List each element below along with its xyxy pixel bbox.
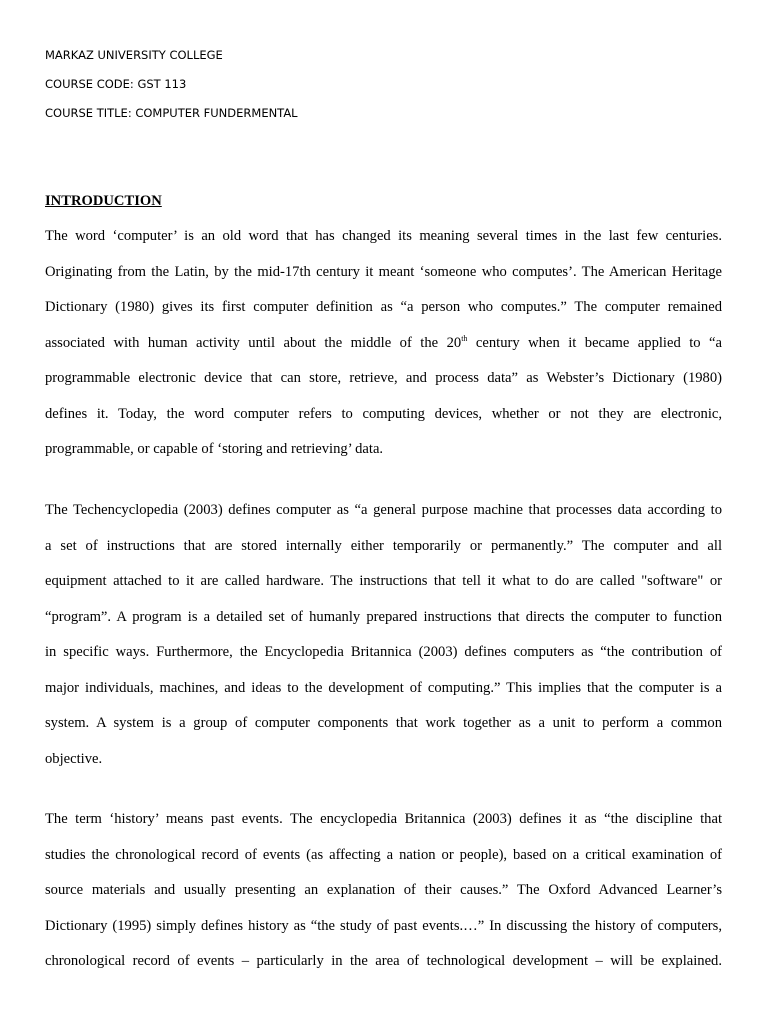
paragraph-line: equipment attached to it are called hardware. The instructions that tell it what to do are called "software" or <box>45 573 722 589</box>
paragraph-line: The word ‘computer’ is an old word that has changed its meaning several times in the last few centuries. <box>45 228 722 244</box>
paragraph-line: defines it. Today, the word computer refers to computing devices, whether or not they are electronic, <box>45 405 722 422</box>
paragraph-line: programmable electronic device that can store, retrieve, and process data” as Webster’s Dictionary (1980) <box>45 370 722 386</box>
course-title: COURSE TITLE: COMPUTER FUNDERMENTAL <box>45 106 298 120</box>
paragraph-line: Dictionary (1980) gives its first computer definition as “a person who computes.” The computer remained <box>45 299 722 315</box>
paragraph-line: programmable, or capable of ‘storing and retrieving’ data. <box>45 441 384 457</box>
paragraph-line: Dictionary (1995) simply defines history as “the study of past events.…” In discussing the history of computers, <box>45 917 722 934</box>
paragraph-line: system. A system is a group of computer components that work together as a unit to perform a common <box>45 715 722 731</box>
paragraph-1 <box>45 226 722 475</box>
paragraph-line: The Techencyclopedia (2003) defines computer as “a general purpose machine that processes data according to <box>45 502 722 518</box>
course-code: COURSE CODE: GST 113 <box>45 77 187 91</box>
ordinal-superscript: th <box>461 333 468 343</box>
paragraph-line: source materials and usually presenting an explanation of their causes.” The Oxford Advanced Learner’s <box>45 882 722 898</box>
paragraph-3 <box>45 809 722 987</box>
line-segment: associated with human activity until about the middle of the 20 <box>45 334 462 351</box>
institution-name: MARKAZ UNIVERSITY COLLEGE <box>45 48 223 62</box>
paragraph-line: “program”. A program is a detailed set of humanly prepared instructions that directs the computer to function <box>45 608 722 625</box>
paragraph-line: a set of instructions that are stored internally either temporarily or permanently.” The computer and all <box>45 537 722 554</box>
paragraph-2 <box>45 500 722 784</box>
paragraph-line: chronological record of events – particularly in the area of technological development – will be explained. <box>45 953 722 969</box>
line-segment: century when it became applied to “a <box>467 334 723 351</box>
section-heading: INTRODUCTION <box>45 193 162 209</box>
paragraph-line: Originating from the Latin, by the mid-17th century it meant ‘someone who computes’. The American Heritage <box>45 263 722 280</box>
paragraph-line: studies the chronological record of events (as affecting a nation or people), based on a critical examination of <box>45 846 722 863</box>
paragraph-line: objective. <box>45 750 103 767</box>
paragraph-line: The term ‘history’ means past events. The encyclopedia Britannica (2003) defines it as “the discipline that <box>45 811 722 827</box>
paragraph-line-with-superscript <box>45 333 722 369</box>
paragraph-line: major individuals, machines, and ideas to the development of computing.” This implies that the computer is a <box>45 679 722 696</box>
paragraph-line: in specific ways. Furthermore, the Encyclopedia Britannica (2003) defines computers as “the contribution of <box>45 644 722 660</box>
